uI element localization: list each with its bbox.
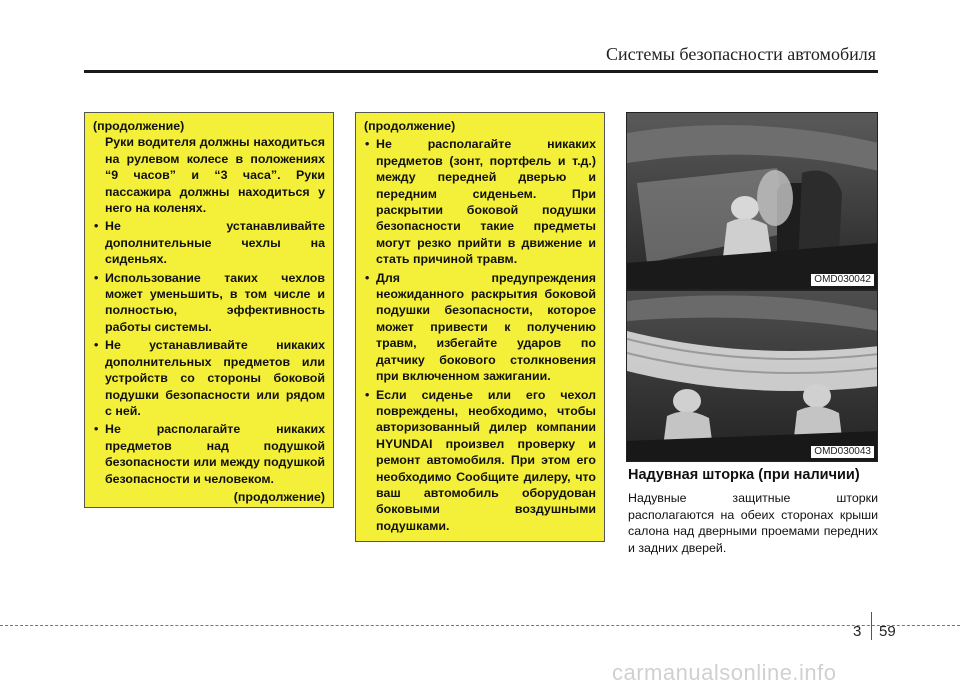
section-title: Надувная шторка (при наличии) (628, 467, 860, 483)
photo-code-label: OMD030043 (811, 446, 874, 458)
footer-separator (871, 612, 872, 640)
warning-item: • Использование таких чехлов может уменьшить, в том числе и полностью, эффективность работы системы. (93, 270, 325, 336)
page-header-title: Системы безопасности автомобиля (605, 44, 876, 64)
warning-item: • Не устанавливайте дополнительные чехлы на сиденьях. (93, 218, 325, 267)
warning-box-middle (355, 112, 605, 542)
curtain-airbag-illustration (627, 291, 878, 462)
car-interior-illustration (627, 113, 878, 290)
warning-item: • Не располагайте никаких предметов над подушкой безопасности или между подушкой безопасности и человеком. (93, 421, 325, 487)
chapter-number: 3 (853, 623, 862, 640)
photo-code-label: OMD030042 (811, 274, 874, 286)
watermark: carmanualsonline.info (612, 660, 837, 685)
continued-label-top: (продолжение) (93, 119, 185, 133)
warning-item: • Для предупреждения неожиданного раскрытия боковой подушки безопасности, которое может привести к получению травм, избегайте ударов по датчику бокового столкновения при включенном зажигании. (364, 270, 596, 385)
warning-list (364, 136, 596, 534)
continued-label-bottom: (продолжение) (233, 489, 325, 504)
airbag-photo-2 (626, 290, 878, 462)
airbag-photo-1 (626, 112, 878, 290)
continued-label-top: (продолжение) (364, 119, 456, 133)
warning-intro-text: Руки водителя должны находиться на рулевом колесе в положениях “9 часов” и “3 часа”. Руки пассажира должны находиться у него на коленях. (105, 135, 325, 216)
warning-list (93, 218, 325, 487)
footer-rule (0, 625, 960, 626)
warning-box-left (84, 112, 334, 508)
warning-item: • Не устанавливайте никаких дополнительных предметов или устройств со стороны боковой подушки безопасности или рядом с ней. (93, 337, 325, 419)
warning-item: • Если сиденье или его чехол повреждены, необходимо, чтобы авторизованный дилер компании HYUNDAI произвел проверку и ремонт автомобиля. При этом его необходимо Сообщите дилеру, что ваш автомобиль оборудован боковыми воздушными подушками. (364, 387, 596, 535)
header-rule (84, 70, 878, 73)
page-number: 59 (879, 623, 896, 640)
warning-item: • Не располагайте никаких предметов (зонт, портфель и т.д.) между передней дверью и передним сиденьем. При раскрытии боковой подушки безопасности такие предметы могут резко прийти в движение и стать причиной травм. (364, 136, 596, 267)
section-body: Надувные защитные шторки располагаются на обеих сторонах крыши салона над дверными проемами передних и задних дверей. (628, 491, 878, 555)
